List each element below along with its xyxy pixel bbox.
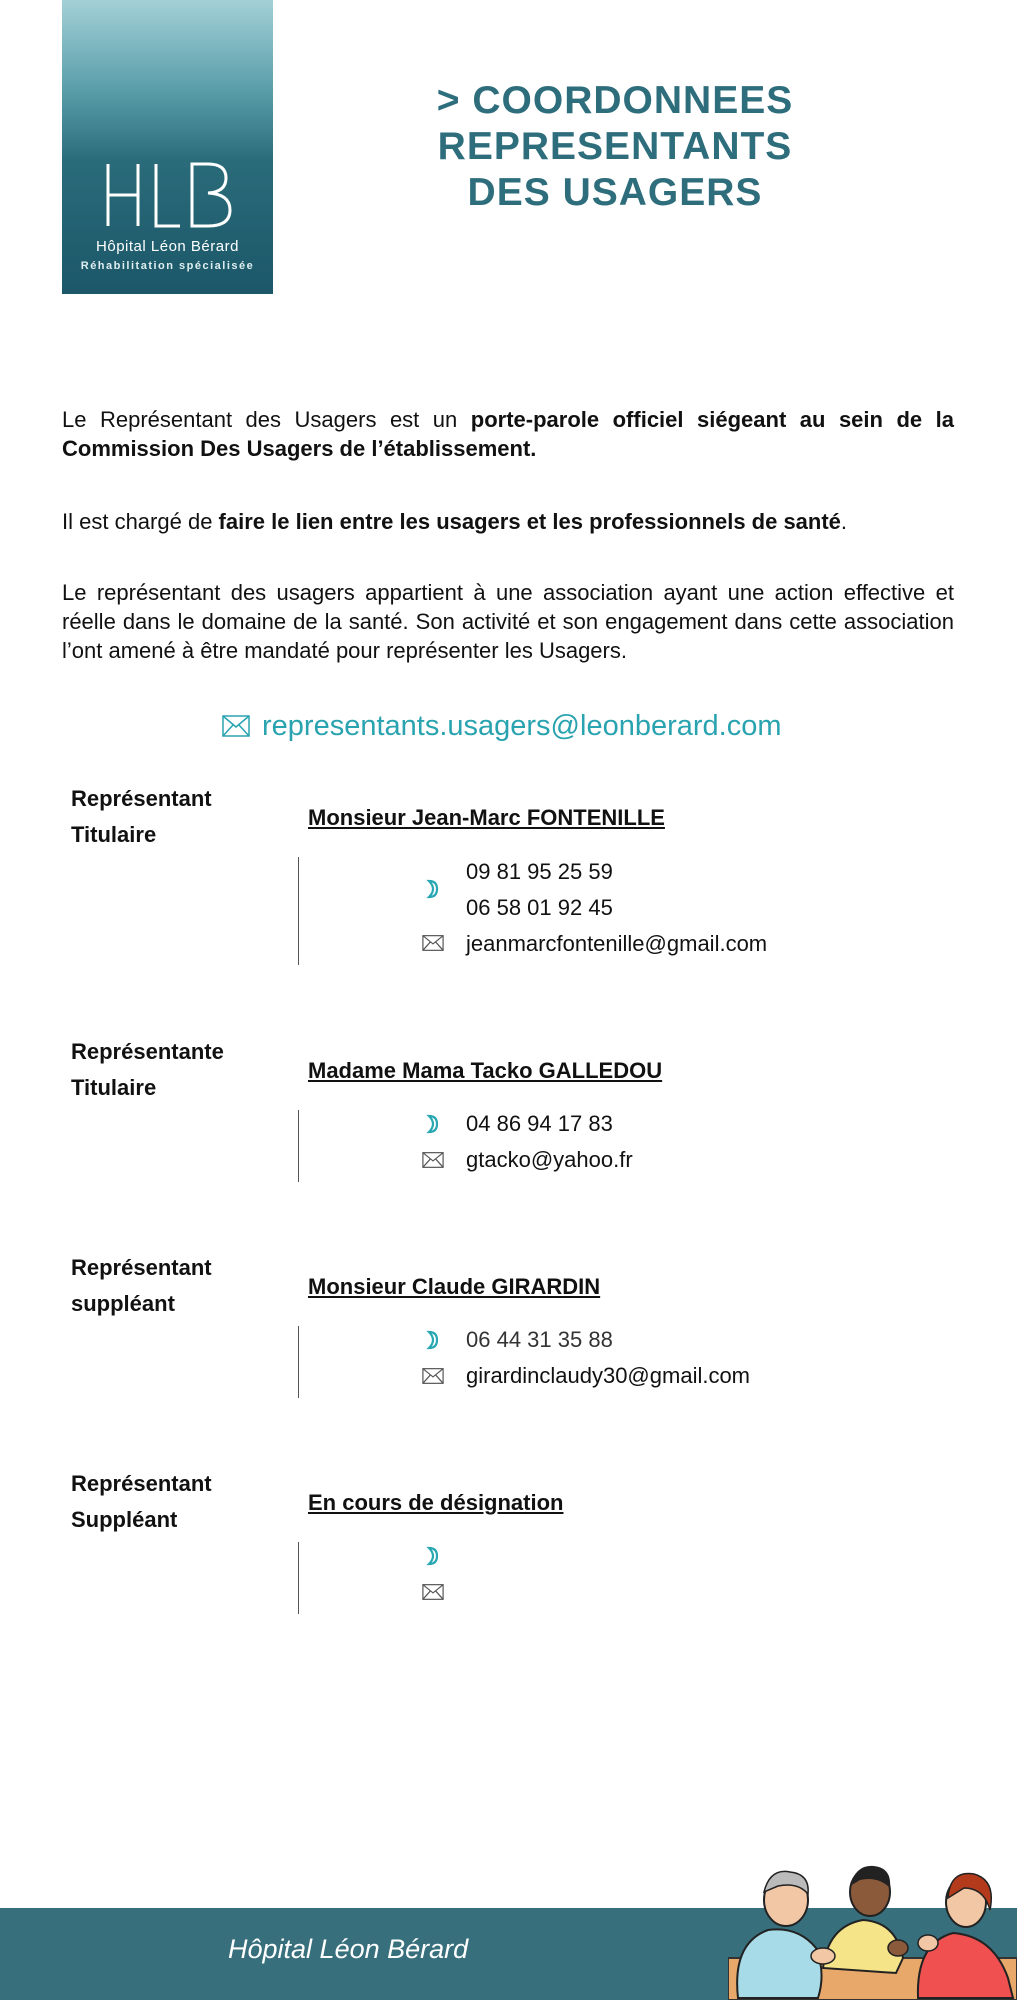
envelope-icon (422, 1149, 444, 1171)
envelope-icon (222, 715, 250, 737)
envelope-icon (422, 1365, 444, 1387)
rep4-name: En cours de désignation (308, 1490, 564, 1515)
title-line-3: DES USAGERS (467, 171, 763, 214)
rep2-email[interactable]: gtacko@yahoo.fr (466, 1147, 633, 1172)
rep2-phone-1: 04 86 94 17 83 (466, 1111, 613, 1136)
intro-paragraph-2 (62, 507, 954, 536)
phone-icon (422, 878, 444, 900)
intro-p1-text: Le Représentant des Usagers est un (62, 407, 471, 432)
rep1-role-line2: Titulaire (71, 822, 157, 847)
footer-hospital-name: Hôpital Léon Bérard (228, 1934, 469, 1964)
rep4-role-line1: Représentant (71, 1471, 212, 1496)
envelope-icon (422, 1581, 444, 1603)
rep3-role-line2: suppléant (71, 1291, 175, 1316)
rep3-role (71, 1250, 212, 1322)
meeting-illustration (728, 1848, 1017, 2000)
rep3-divider (298, 1326, 299, 1398)
envelope-icon (422, 932, 444, 954)
rep2-divider (298, 1110, 299, 1182)
rep4-divider (298, 1542, 299, 1614)
rep1-email[interactable]: jeanmarcfontenille@gmail.com (466, 931, 768, 956)
rep2-role-line2: Titulaire (71, 1075, 157, 1100)
page-title (380, 78, 850, 216)
hospital-logo (62, 0, 273, 294)
rep2-role (71, 1034, 224, 1106)
rep4-role-line2: Suppléant (71, 1507, 178, 1532)
rep1-role (71, 781, 212, 853)
rep2-role-line1: Représentante (71, 1039, 224, 1064)
rep1-name: Monsieur Jean-Marc FONTENILLE (308, 805, 665, 830)
rep1-phone-1: 09 81 95 25 59 (466, 859, 613, 884)
intro-p2-text: Il est chargé de (62, 509, 219, 534)
phone-icon (422, 1545, 444, 1567)
title-line-2: REPRESENTANTS (437, 125, 793, 168)
rep1-phone-2: 06 58 01 92 45 (466, 895, 613, 920)
main-email-link[interactable]: representants.usagers@leonberard.com (262, 709, 782, 742)
rep1-role-line1: Représentant (71, 786, 212, 811)
logo-subtitle: Réhabilitation spécialisée (80, 260, 255, 272)
rep3-phone-1: 06 44 31 35 88 (466, 1327, 613, 1352)
main-contact-email[interactable] (222, 708, 782, 744)
intro-paragraph-1 (62, 405, 954, 463)
intro-paragraph-3: Le représentant des usagers appartient à une association ayant une action effective et réelle dans le domaine de la santé. Son activité et son engagement dans cette association l’ont amené à être mandaté pour représenter les Usagers. (62, 580, 954, 663)
rep3-email[interactable]: girardinclaudy30@gmail.com (466, 1363, 751, 1388)
logo-hospital-name: Hôpital Léon Bérard (96, 238, 239, 255)
rep3-name: Monsieur Claude GIRARDIN (308, 1274, 601, 1299)
hlb-logo-mark (98, 160, 238, 230)
title-line-1: > COORDONNEES (436, 79, 794, 122)
rep1-divider (298, 857, 299, 965)
rep4-role (71, 1466, 212, 1538)
intro-p1-bold: porte-parole officiel siégeant au sein de la Commission Des Usagers de l’établissement. (62, 407, 954, 461)
rep2-name: Madame Mama Tacko GALLEDOU (308, 1058, 663, 1083)
phone-icon (422, 1329, 444, 1351)
rep3-role-line1: Représentant (71, 1255, 212, 1280)
intro-p2-end: . (840, 509, 848, 534)
phone-icon (422, 1113, 444, 1135)
intro-p2-bold: faire le lien entre les usagers et les professionnels de santé (218, 509, 841, 534)
